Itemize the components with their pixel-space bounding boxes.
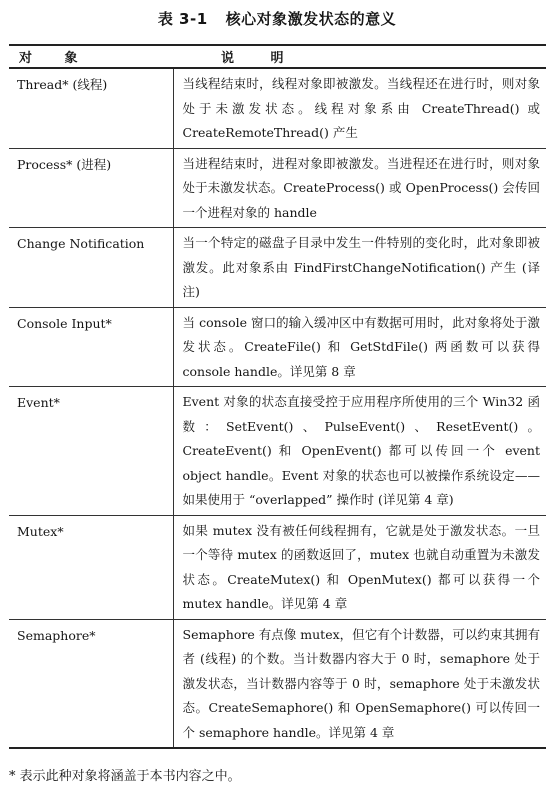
footnote: * 表示此种对象将涵盖于本书内容之中。 — [9, 769, 241, 784]
table-row — [9, 307, 546, 387]
description-cell: 当进程结束时，进程对象即被激发。当进程还在进行时，则对象处于未激发状态。CreateProcess() 或 OpenProcess() 会传回一个进程对象的 handle — [182, 155, 540, 220]
table-caption — [0, 8, 554, 29]
object-cell: Thread* (线程) — [9, 68, 173, 148]
table-row — [9, 515, 546, 619]
description-cell: 当 console 窗口的输入缓冲区中有数据可用时，此对象将处于激发状态。CreateFile() 和 GetStdFile() 两函数可以获得 console handle。详见第 8 章 — [182, 314, 540, 379]
kernel-object-signal-table — [9, 44, 546, 749]
column-header-description: 说 明 — [221, 51, 300, 66]
table-row — [9, 68, 546, 148]
header-row — [9, 45, 546, 68]
table-row — [9, 148, 546, 228]
table-title: 核心对象激发状态的意义 — [225, 10, 397, 28]
table-row — [9, 619, 546, 748]
object-cell: Change Notification — [9, 228, 173, 308]
object-cell: Semaphore* — [9, 619, 173, 748]
table-row — [9, 387, 546, 516]
description-cell: Semaphore 有点像 mutex，但它有个计数器，可以约束其拥有者 (线程) 的个数。当计数器内容大于 0 时，semaphore 处于激发状态，当计数器内容等于 0 时，semaphore 处于未激发状态。CreateSemaphore() 和 OpenSemaphore() 可以传回一个 semaphore handle。详见第 4 章 — [182, 626, 540, 740]
object-cell: Mutex* — [9, 515, 173, 619]
object-cell: Event* — [9, 387, 173, 516]
description-cell: 当一个特定的磁盘子目录中发生一件特别的变化时，此对象即被激发。此对象系由 FindFirstChangeNotification() 产生 (译注) — [182, 235, 540, 299]
description-cell: 当线程结束时，线程对象即被激发。当线程还在进行时，则对象处于未激发状态。线程对象系由 CreateThread() 或 CreateRemoteThread() 产生 — [182, 76, 540, 140]
object-cell: Console Input* — [9, 307, 173, 387]
object-cell: Process* (进程) — [9, 148, 173, 228]
description-cell: 如果 mutex 没有被任何线程拥有，它就是处于激发状态。一旦一个等待 mutex 的函数返回了，mutex 也就自动重置为未激发状态。CreateMutex() 和 OpenMutex() 都可以获得一个 mutex handle。详见第 4 章 — [182, 522, 540, 611]
table-row — [9, 228, 546, 308]
column-header-object: 对 象 — [19, 51, 92, 66]
description-cell: Event 对象的状态直接受控于应用程序所使用的三个 Win32 函数：SetEvent()、PulseEvent()、ResetEvent()。CreateEvent() 和 OpenEvent() 都可以传回一个 event object handle。Event 对象的状态也可以被操作系统设定——如果使用于 “overlapped” 操作时 (详见第 4 章) — [182, 394, 540, 507]
table-number: 表 3-1 — [157, 10, 208, 28]
